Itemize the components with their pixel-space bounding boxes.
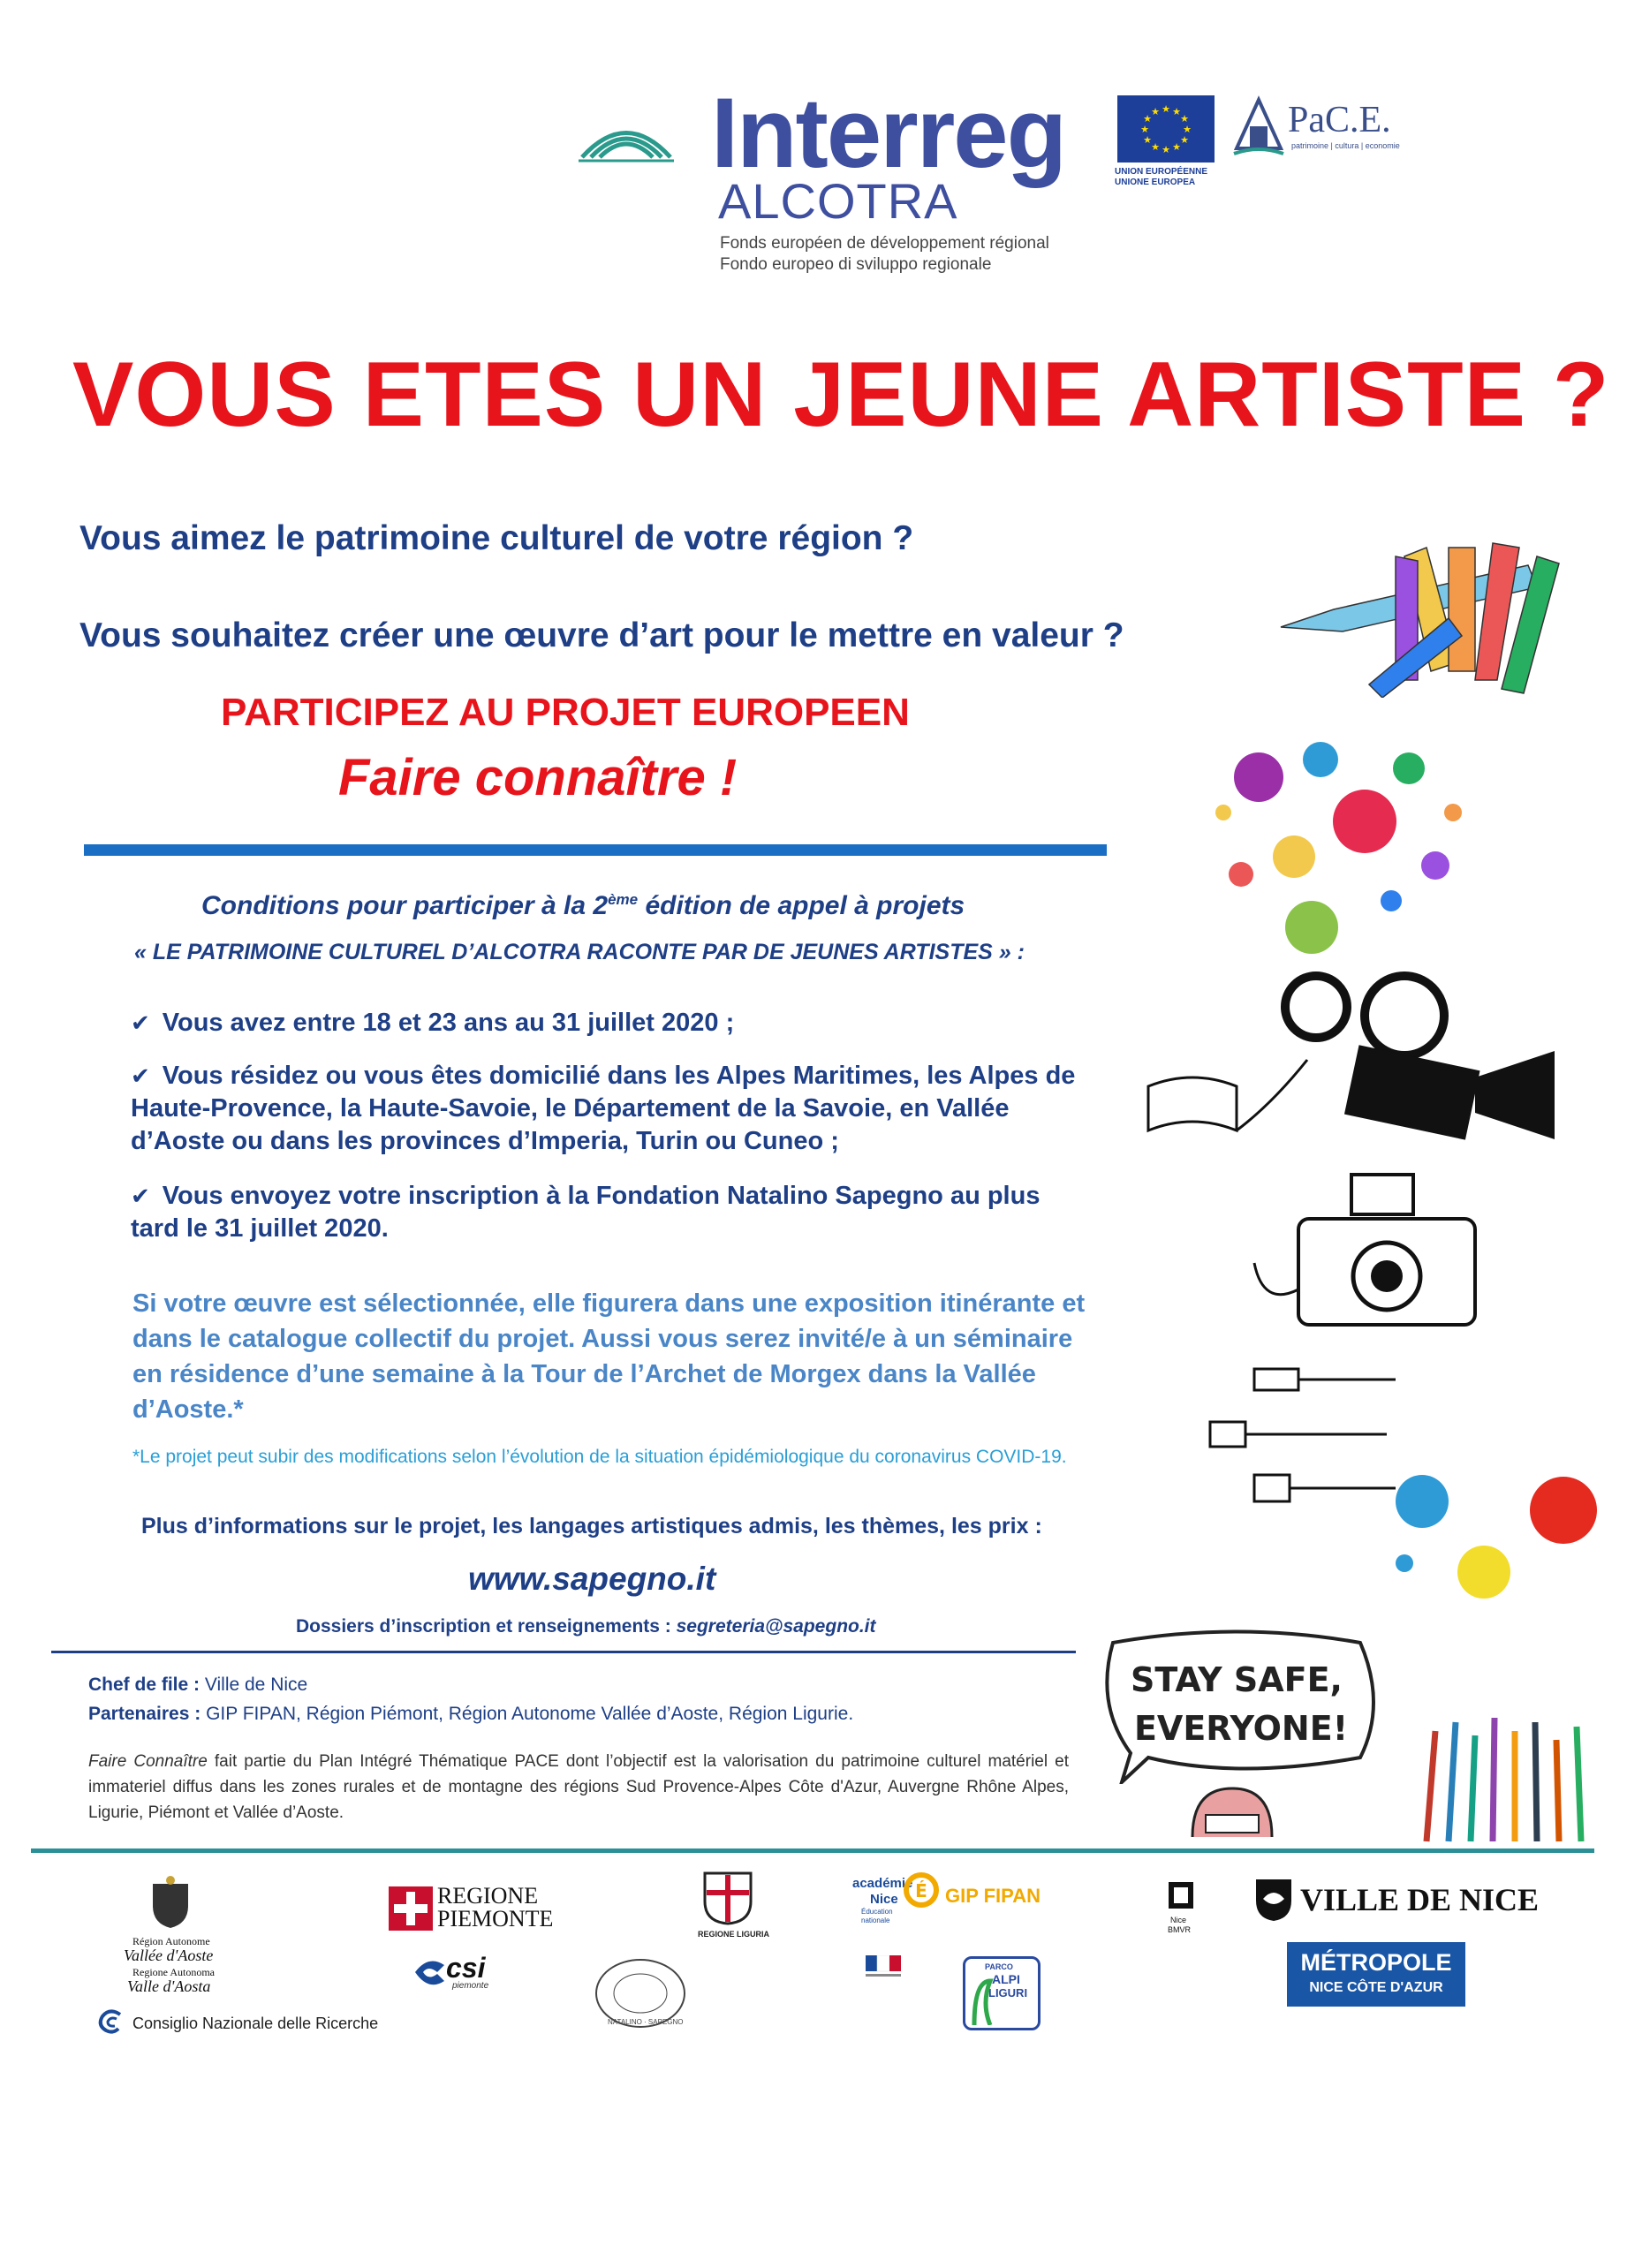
- covid-note: *Le projet peut subir des modifications selon l’évolution de la situation épidémiologique du coronavirus COVID-19.: [132, 1447, 1067, 1467]
- fund-caption-fr: Fonds européen de développement régional: [720, 234, 1049, 253]
- csi-logo-sub: piemonte: [452, 1981, 489, 1991]
- bmvr-logo-icon: [1166, 1879, 1196, 1913]
- participez-heading: PARTICIPEZ AU PROJET EUROPEEN: [221, 691, 910, 734]
- academie-logo-1: académie: [852, 1876, 913, 1891]
- check-icon: ✔: [131, 1009, 150, 1036]
- academie-logo-2: Nice: [870, 1892, 898, 1907]
- vda-caption-1: Région Autonome: [132, 1935, 210, 1947]
- cnr-caption: Consiglio Nazionale delle Ricerche: [132, 2015, 379, 2032]
- pace-tagline: patrimoine | cultura | economie: [1291, 141, 1400, 150]
- project-description: Faire Connaître fait partie du Plan Intégré Thématique PACE dont l’objectif est la valorisation du patrimoine culturel matériel et immateriel diffus dans les zones rurales et de montagne des régions Sud Provence-Alpes Côte d'Azur, Auvergne Rhône Alpes, Ligurie, Piémont et Vallée d’Aoste.: [88, 1752, 1069, 1822]
- project-name: « LE PATRIMOINE CULTUREL D’ALCOTRA RACONTE PAR DE JEUNES ARTISTES » :: [134, 940, 1025, 964]
- paintbrushes-illustration: [1413, 1713, 1599, 1846]
- more-info-text: Plus d’informations sur le projet, les langages artistiques admis, les thèmes, les prix :: [141, 1514, 1042, 1538]
- svg-text:★: ★: [1180, 134, 1189, 146]
- bmvr-caption-1: Nice: [1170, 1916, 1187, 1924]
- sculpting-tools-illustration: [1201, 1360, 1413, 1510]
- csi-logo-text: csi: [446, 1952, 486, 1984]
- website-link[interactable]: www.sapegno.it: [468, 1561, 716, 1597]
- eu-caption-it: UNIONE EUROPEA: [1115, 178, 1196, 187]
- parco-caption-3: LIGURI: [988, 1986, 1028, 2000]
- question-heritage: Vous aimez le patrimoine culturel de votre région ?: [79, 519, 914, 557]
- condition-age: ✔ Vous avez entre 18 et 23 ans au 31 juillet 2020 ;: [131, 1009, 735, 1037]
- interreg-logo-text: Interreg: [711, 78, 1065, 188]
- partenaires-line: Partenaires : GIP FIPAN, Région Piémont, Région Autonome Vallée d’Aoste, Région Ligurie.: [88, 1704, 854, 1724]
- metropole-caption-1: MÉTROPOLE: [1300, 1949, 1452, 1976]
- svg-text:★: ★: [1162, 144, 1170, 155]
- condition-residence: ✔ Vous résidez ou vous êtes domicilié dans les Alpes Maritimes, les Alpes de Haute-Provence, la Haute-Savoie, le Département de la Savoie, en Vallée d’Aoste ou dans les provinces d’Imperia, Turin ou Cuneo ;: [131, 1062, 1076, 1155]
- gip-fipan-text: GIP FIPAN: [945, 1885, 1041, 1907]
- sapegno-seal-text: NATALINO · SAPEGNO: [608, 2018, 684, 2026]
- fund-caption-it: Fondo europeo di sviluppo regionale: [720, 255, 992, 274]
- vda-coat-of-arms-icon: [148, 1875, 193, 1930]
- selection-paragraph: Si votre œuvre est sélectionnée, elle figurera dans une exposition itinérante et dans le catalogue collectif du projet. Aussi vous serez invité/e à un séminaire en résidence d’une semaine à la Tour de l’Archet de Morgex dans la Vallée d’Aoste.*: [132, 1289, 1086, 1424]
- svg-text:★: ★: [1151, 106, 1160, 117]
- vda-caption-4: Valle d'Aosta: [127, 1977, 211, 1995]
- parco-caption-2: ALPI: [992, 1972, 1020, 1986]
- colored-pencils-illustration: [1272, 530, 1572, 698]
- cnr-logo-icon: [97, 2009, 125, 2034]
- stay-safe-line1: STAY SAFE,: [1131, 1660, 1343, 1699]
- svg-text:★: ★: [1183, 124, 1192, 135]
- alcotra-mountain-logo: [579, 113, 674, 164]
- pace-logo-icon: [1232, 95, 1285, 157]
- parco-alpi-liguri-logo: [963, 1956, 1041, 2030]
- contact-line: Dossiers d’inscription et renseignements : segreteria@sapegno.it: [296, 1616, 876, 1637]
- contact-email[interactable]: segreteria@sapegno.it: [676, 1616, 876, 1637]
- condition-inscription: ✔ Vous envoyez votre inscription à la Fondation Natalino Sapegno au plus tard le 31 juillet 2020.: [131, 1182, 1041, 1243]
- republique-francaise-icon: [866, 1955, 901, 1980]
- section-divider: [84, 844, 1107, 856]
- partners-divider: [31, 1848, 1594, 1853]
- svg-text:★: ★: [1151, 141, 1160, 153]
- csi-logo-icon: [411, 1956, 446, 1988]
- svg-text:★: ★: [1162, 103, 1170, 115]
- piemonte-logo-2: PIEMONTE: [437, 1906, 554, 1932]
- academie-logo-3: Éducation nationale: [861, 1908, 893, 1924]
- eu-caption-fr: UNION EUROPÉENNE: [1115, 167, 1208, 177]
- svg-text:★: ★: [1143, 134, 1152, 146]
- svg-text:★: ★: [1172, 141, 1181, 153]
- vda-caption-3: Regione Autonoma: [132, 1966, 215, 1978]
- gip-fipan-icon: [903, 1871, 940, 1909]
- ville-de-nice-logo: VILLE DE NICE: [1300, 1882, 1540, 1917]
- check-icon: ✔: [131, 1183, 150, 1209]
- question-create-art: Vous souhaitez créer une œuvre d’art pour le mettre en valeur ?: [79, 616, 1124, 654]
- svg-text:★: ★: [1180, 113, 1189, 125]
- svg-text:★: ★: [1172, 106, 1181, 117]
- conditions-heading: Conditions pour participer à la 2ème édition de appel à projets: [201, 891, 965, 920]
- svg-text:★: ★: [1143, 113, 1152, 125]
- bmvr-caption-2: BMVR: [1168, 1925, 1192, 1934]
- page-title: VOUS ETES UN JEUNE ARTISTE ?: [72, 344, 1610, 446]
- svg-text:É: É: [915, 1880, 927, 1901]
- metropole-caption-2: NICE CÔTE D'AZUR: [1309, 1980, 1443, 1995]
- paint-splatter-illustration: [1188, 707, 1515, 963]
- paint-drops-illustration: [1387, 1457, 1616, 1607]
- stay-safe-line2: EVERYONE!: [1133, 1709, 1349, 1748]
- footer-divider: [51, 1651, 1076, 1653]
- nice-eagle-icon: [1252, 1874, 1295, 1923]
- parco-caption-1: PARCO: [985, 1962, 1013, 1971]
- film-camera-book-illustration: [1139, 954, 1581, 1148]
- check-icon: ✔: [131, 1062, 150, 1089]
- alcotra-logo-text: ALCOTRA: [718, 173, 958, 229]
- pace-logo-text: PaC.E.: [1288, 100, 1391, 140]
- svg-text:★: ★: [1140, 124, 1149, 135]
- photo-camera-illustration: [1245, 1157, 1510, 1342]
- piemonte-flag-icon: [389, 1886, 433, 1931]
- eu-flag-icon: [1117, 95, 1215, 163]
- chef-de-file: Chef de file : Ville de Nice: [88, 1675, 308, 1695]
- vda-caption-2: Vallée d'Aoste: [124, 1947, 214, 1964]
- metropole-nice-logo: [1287, 1942, 1465, 2007]
- masked-person-icon: [1184, 1784, 1281, 1837]
- stay-safe-illustration: [1095, 1625, 1387, 1784]
- liguria-shield-icon: [702, 1871, 753, 1925]
- piemonte-logo-1: REGIONE: [437, 1883, 539, 1909]
- faire-connaitre-heading: Faire connaître !: [338, 749, 738, 806]
- liguria-caption: REGIONE LIGURIA: [698, 1930, 770, 1939]
